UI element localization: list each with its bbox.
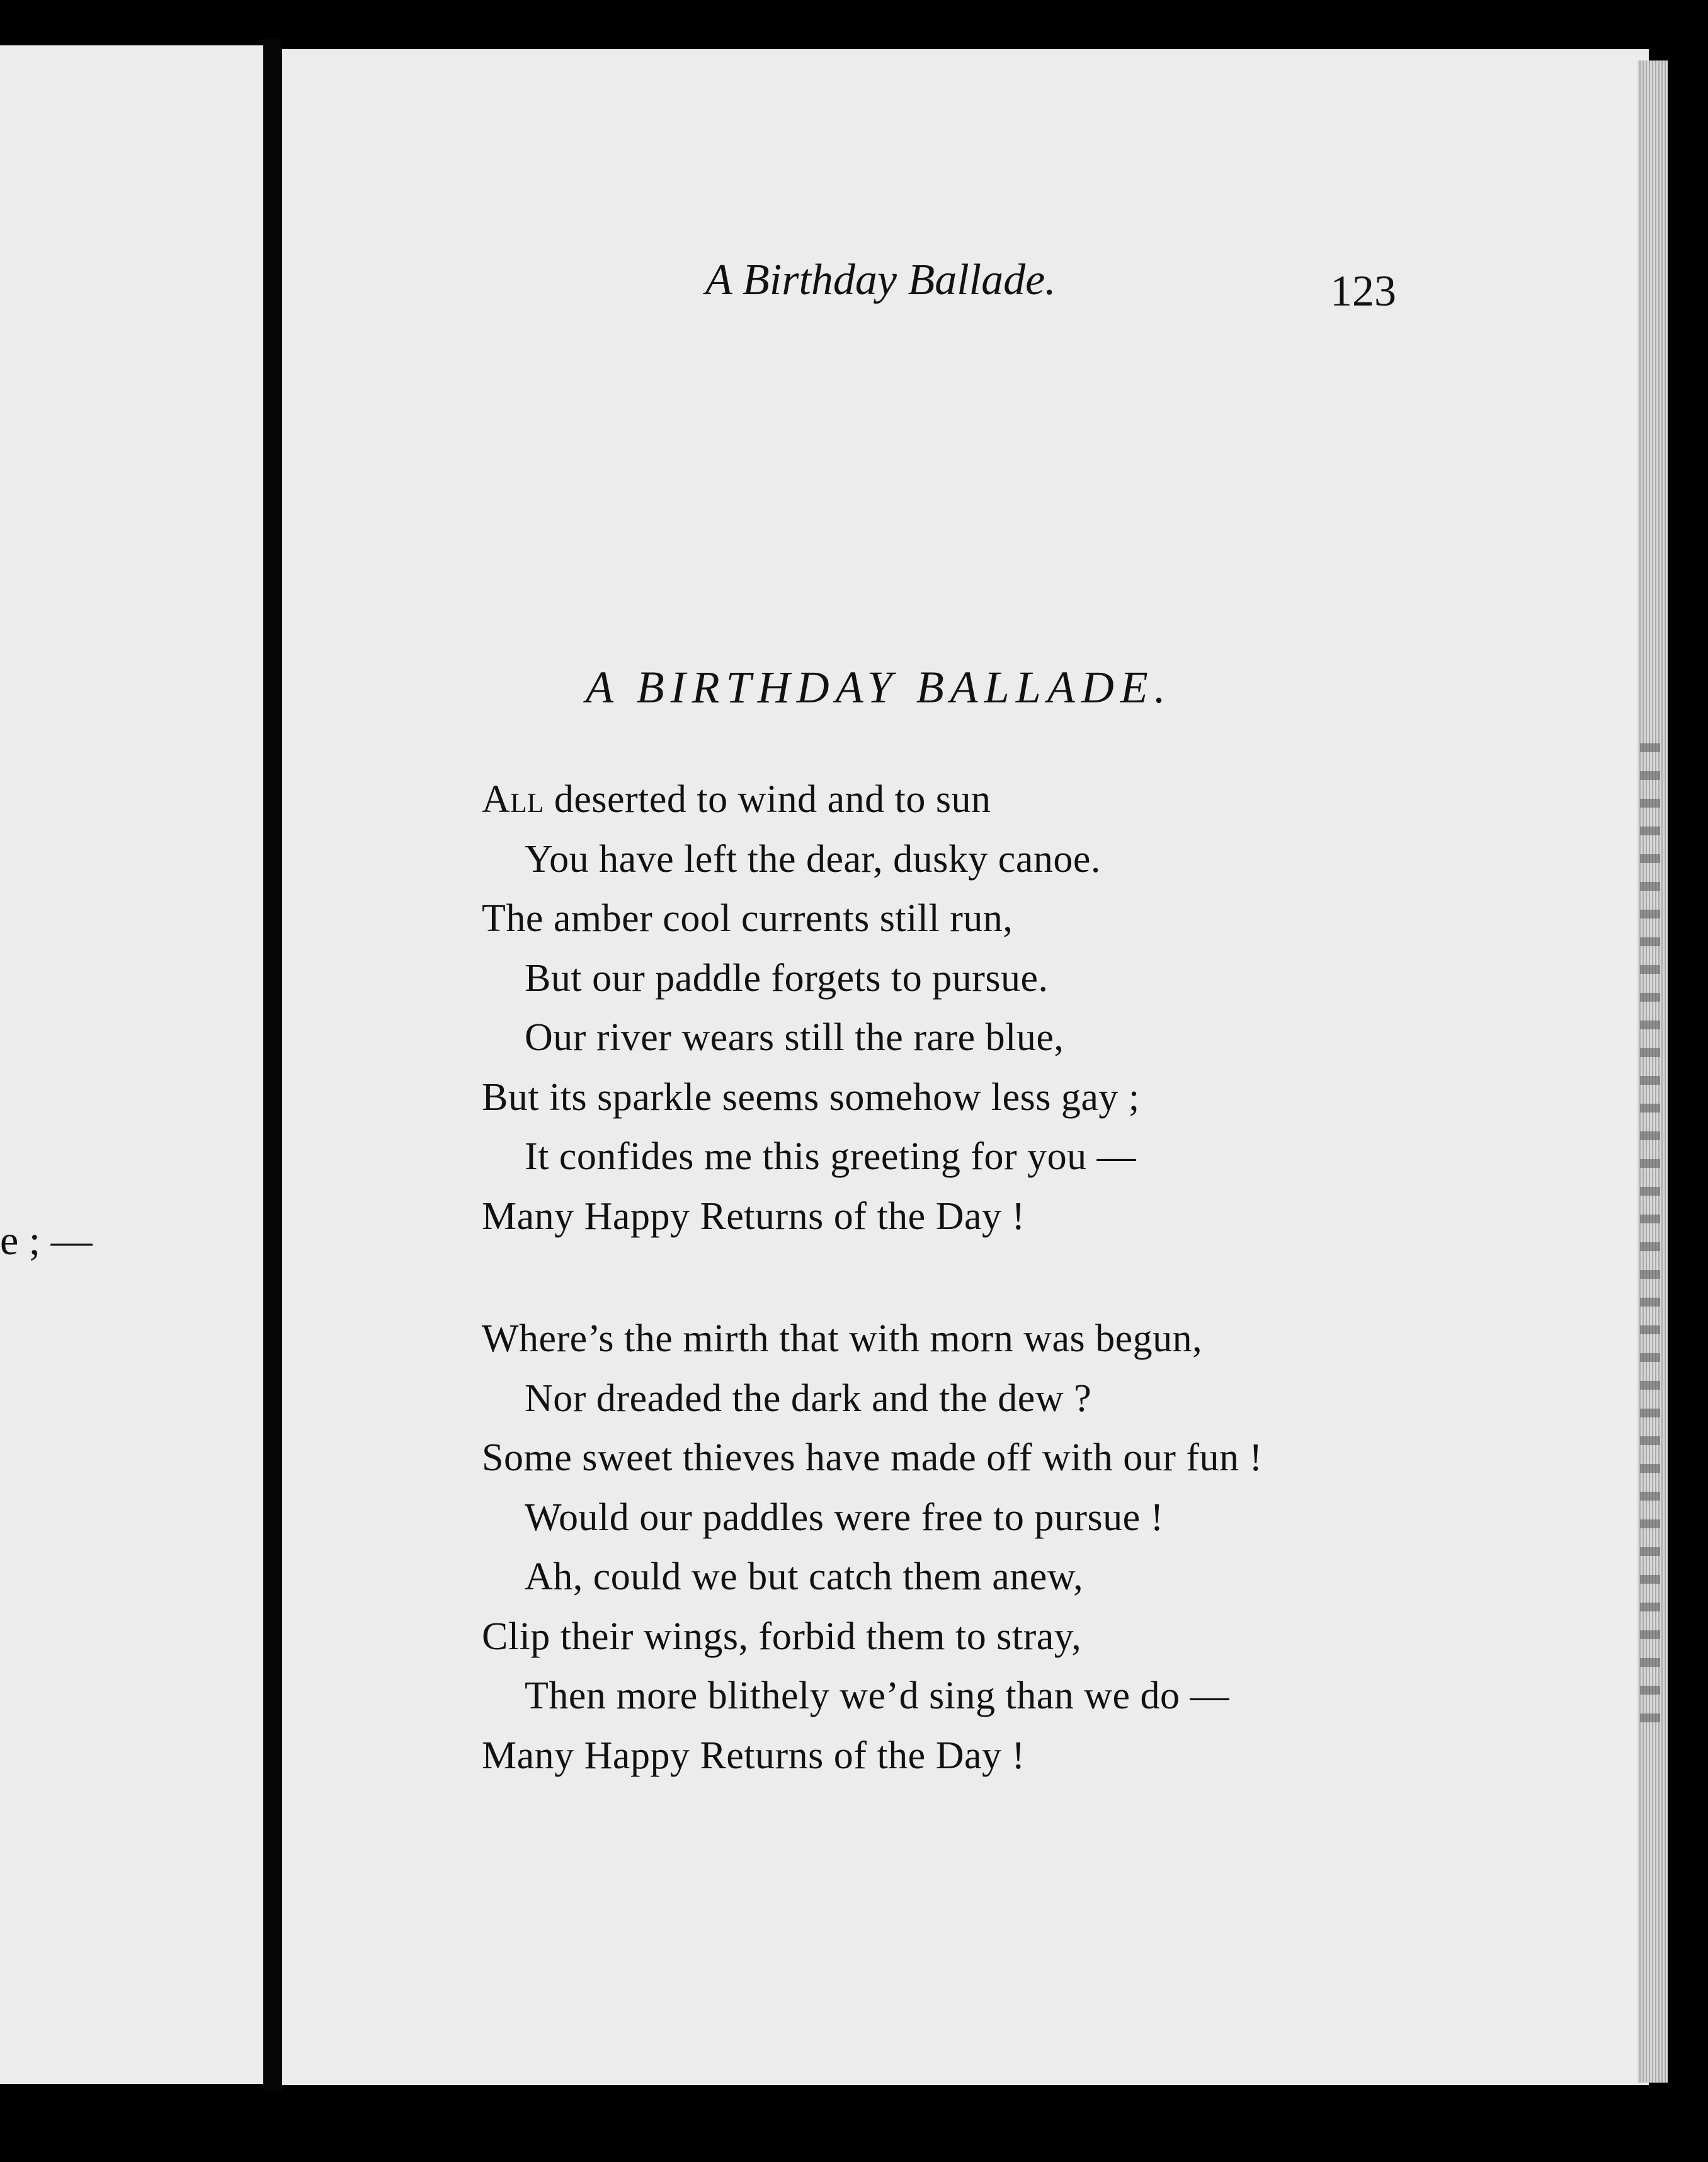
poem-line: Many Happy Returns of the Day ! [482, 1194, 1025, 1238]
stanza-2 [482, 1309, 1263, 1785]
poem-line: You have left the dear, dusky canoe. [525, 837, 1101, 881]
initial-word: All [482, 778, 544, 821]
poem-line [482, 770, 1140, 830]
left-page [0, 45, 263, 2084]
left-page-text-fragment: e ; — [0, 1218, 93, 1264]
poem-line: The amber cool currents still run, [482, 897, 1013, 940]
poem-line: But its sparkle seems somehow less gay ; [482, 1075, 1140, 1119]
poem-line: Where’s the mirth that with morn was begun, [482, 1317, 1203, 1360]
page-edge-marks [1640, 743, 1660, 1726]
poem-line: Clip their wings, forbid them to stray, [482, 1615, 1082, 1658]
poem-line: Some sweet thieves have made off with our fun ! [482, 1436, 1263, 1479]
poem-line: It confides me this greeting for you — [525, 1135, 1137, 1178]
poem-line: Ah, could we but catch them anew, [525, 1555, 1084, 1598]
poem-line: Our river wears still the rare blue, [525, 1016, 1064, 1059]
stanza-1 [482, 770, 1140, 1246]
poem-line: Many Happy Returns of the Day ! [482, 1734, 1025, 1777]
poem-line: Nor dreaded the dark and the dew ? [525, 1376, 1092, 1420]
running-head: A Birthday Ballade. [705, 256, 1056, 304]
poem-line: But our paddle forgets to pursue. [525, 956, 1049, 1000]
poem-title: A BIRTHDAY BALLADE. [586, 662, 1172, 712]
page-number: 123 [1330, 267, 1396, 316]
book-gutter [263, 38, 282, 2091]
poem-line: Would our paddles were free to pursue ! [525, 1496, 1164, 1539]
line-text: deserted to wind and to sun [544, 778, 991, 821]
poem-line: Then more blithely we’d sing than we do — [525, 1674, 1230, 1717]
